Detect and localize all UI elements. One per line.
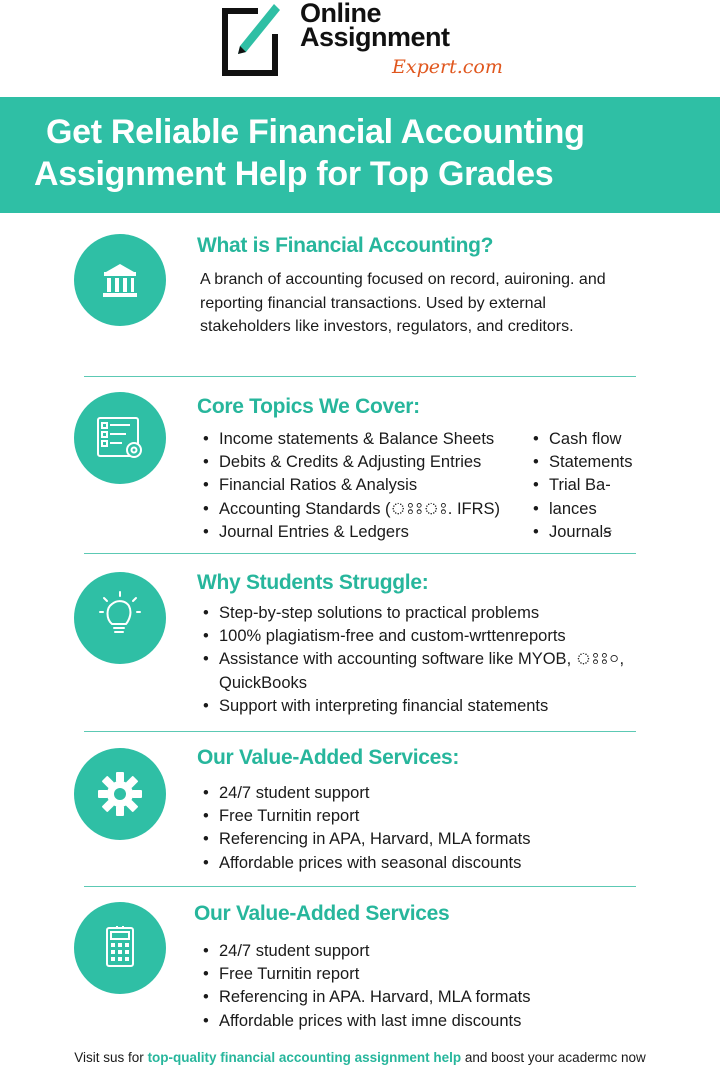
list-item: • Step-by-step solutions to practical problems	[203, 602, 673, 625]
logo-text-expert: Expert.com	[392, 56, 503, 78]
section-title: Our Value-Added Services:	[197, 746, 460, 769]
footer-suffix: and boost your acadermc now	[461, 1050, 646, 1065]
section-divider	[84, 376, 636, 377]
list-item: • Journalꞩ	[533, 521, 632, 544]
list-item: • Journal Entries & Ledgers	[203, 521, 500, 544]
section-title: Core Topics We Cover:	[197, 395, 420, 418]
list-item: • 100% plagiatism-free and custom-wrttenreports	[203, 625, 673, 648]
lightbulb-icon	[74, 572, 166, 664]
list-item: • 24/7 student support	[203, 940, 531, 963]
list-item: • Debits & Credits & Adjusting Entries	[203, 451, 500, 474]
section-title: Our Value-Added Services	[194, 902, 450, 925]
section-title: What is Financial Accounting?	[197, 234, 494, 257]
site-logo[interactable]	[218, 0, 518, 88]
list-item: • Free Turnitin report	[203, 805, 531, 828]
services-list	[203, 940, 531, 1033]
services-list	[203, 782, 531, 875]
section-title: Why Students Struggle:	[197, 571, 429, 594]
list-item: • lances	[533, 498, 632, 521]
calculator-icon	[74, 902, 166, 994]
banner-title-line-2: Assignment Help for Top Grades	[34, 155, 554, 193]
list-item: • Financial Ratios & Analysis	[203, 474, 500, 497]
topics-list-left	[203, 428, 500, 544]
logo-text-online: Online	[300, 0, 382, 28]
list-item: • Support with interpreting financial statements	[203, 695, 673, 718]
list-item: • Referencing in APA. Harvard, MLA formats	[203, 986, 531, 1009]
section-divider	[84, 553, 636, 554]
hero-banner	[0, 97, 720, 213]
list-item: • Trial Ba-	[533, 474, 632, 497]
list-item: • Affordable prices with seasonal discounts	[203, 852, 531, 875]
list-item: • Accounting Standards (ঃঃঃ. IFRS)	[203, 498, 500, 521]
footer-prefix: Visit sus for	[74, 1050, 148, 1065]
list-item: • Referencing in APA, Harvard, MLA formats	[203, 828, 531, 851]
section-divider	[84, 886, 636, 887]
list-item: • Statements	[533, 451, 632, 474]
banner-title-line-1: Get Reliable Financial Accounting	[46, 113, 585, 151]
pencil-notepad-icon	[218, 0, 282, 76]
bank-building-icon	[74, 234, 166, 326]
footer-cta	[0, 1050, 720, 1065]
logo-text-assignment: Assignment	[300, 22, 450, 52]
struggle-list	[203, 602, 673, 718]
checklist-document-icon	[74, 392, 166, 484]
section-description: A branch of accounting focused on record, auironing. and reporting financial transactions. Used by external stakeholders like investors, regulators, and creditors.	[200, 271, 606, 335]
list-item: • 24/7 student support	[203, 782, 531, 805]
list-item: • Income statements & Balance Sheets	[203, 428, 500, 451]
gear-icon	[74, 748, 166, 840]
list-item: • Cash flow	[533, 428, 632, 451]
list-item: • Assistance with accounting software like MYOB, ঃঃ০, QuickBooks	[203, 648, 673, 694]
list-item: • Free Turnitin report	[203, 963, 531, 986]
footer-link[interactable]: top-quality financial accounting assignment help	[147, 1050, 462, 1065]
list-item: • Affordable prices with last imne discounts	[203, 1010, 531, 1033]
topics-list-right	[533, 428, 632, 544]
section-divider	[84, 731, 636, 732]
